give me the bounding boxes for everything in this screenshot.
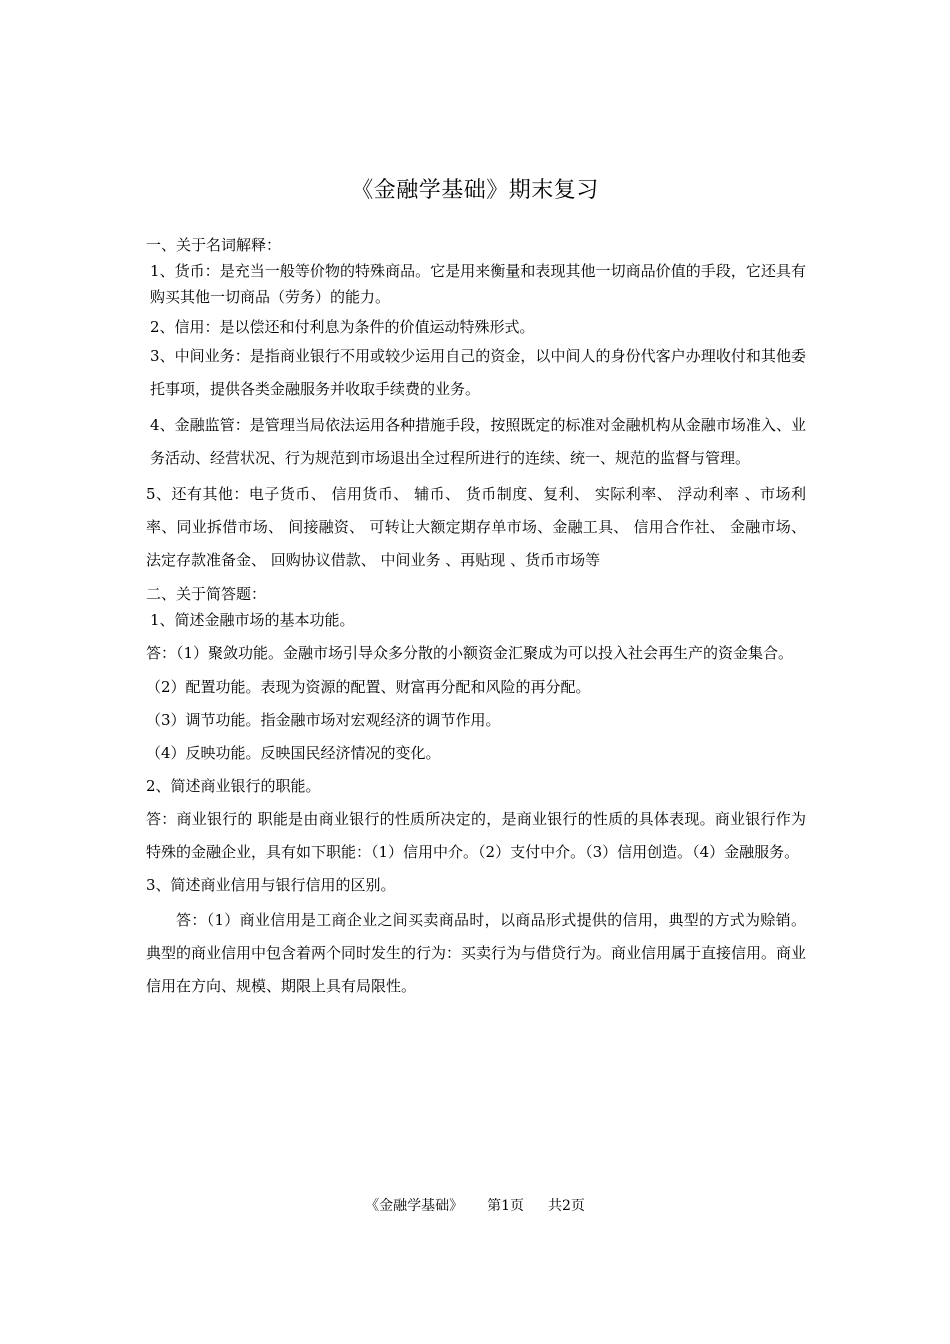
footer-book-title: 《金融学基础》	[365, 1198, 464, 1214]
answer-1-part-2: （2）配置功能。表现为资源的配置、财富再分配和风险的再分配。	[146, 678, 591, 696]
answer-1-part-3: （3）调节功能。指金融市场对宏观经济的调节作用。	[146, 711, 501, 729]
page-footer	[0, 1196, 950, 1216]
question-1: 1、简述金融市场的基本功能。	[150, 611, 355, 629]
other-terms: 5、还有其他：电子货币、 信用货币、 辅币、 货币制度、复利、 实际利率、 浮动利率 、市场利率、同业拆借市场、 间接融资、 可转让大额定期存单市场、金融工具、 信用合作社、 金融市场、法定存款准备金、 回购协议借款、 中间业务 、再贴现 、货币市场等	[146, 485, 806, 569]
answer-1-part-4: （4）反映功能。反映国民经济情况的变化。	[146, 744, 441, 762]
definition-financial-supervision: 4、金融监管：是管理当局依法运用各种措施手段，按照既定的标准对金融机构从金融市场准入、业务活动、经营状况、行为规范到市场退出全过程所进行的连续、统一、规范的监督与管理。	[150, 416, 806, 467]
question-3: 3、简述商业信用与银行信用的区别。	[146, 876, 396, 894]
footer-page-number: 第1页	[487, 1198, 524, 1214]
definition-intermediary-business: 3、中间业务：是指商业银行不用或较少运用自己的资金，以中间人的身份代客户办理收付和其他委托事项，提供各类金融服务并收取手续费的业务。	[150, 347, 806, 398]
document-body	[146, 232, 806, 1003]
section-heading-short-answers: 二、关于简答题：	[146, 585, 267, 603]
section-heading-definitions: 一、关于名词解释：	[146, 236, 282, 254]
definition-credit: 2、信用：是以偿还和付利息为条件的价值运动特殊形式。	[150, 318, 535, 336]
answer-2: 答：商业银行的 职能是由商业银行的性质所决定的，是商业银行的性质的具体表现。商业银行作为特殊的金融企业，具有如下职能：（1）信用中介。（2）支付中介。（3）信用创造。（4）金融服务。	[146, 810, 806, 861]
answer-1-part-1: 答：（1）聚敛功能。金融市场引导众多分散的小额资金汇聚成为可以投入社会再生产的资金集合。	[146, 644, 794, 662]
definition-money: 1、货币：是充当一般等价物的特殊商品。它是用来衡量和表现其他一切商品价值的手段，它还具有购买其他一切商品（劳务）的能力。	[150, 262, 806, 306]
question-2: 2、简述商业银行的职能。	[146, 777, 321, 795]
answer-3: 答：（1）商业信用是工商企业之间买卖商品时，以商品形式提供的信用，典型的方式为赊销。典型的商业信用中包含着两个同时发生的行为：买卖行为与借贷行为。商业信用属于直接信用。商业信用在方向、规模、期限上具有局限性。	[146, 911, 807, 995]
footer-total-pages: 共2页	[548, 1198, 585, 1214]
page-title: 《金融学基础》期末复习	[351, 178, 599, 203]
